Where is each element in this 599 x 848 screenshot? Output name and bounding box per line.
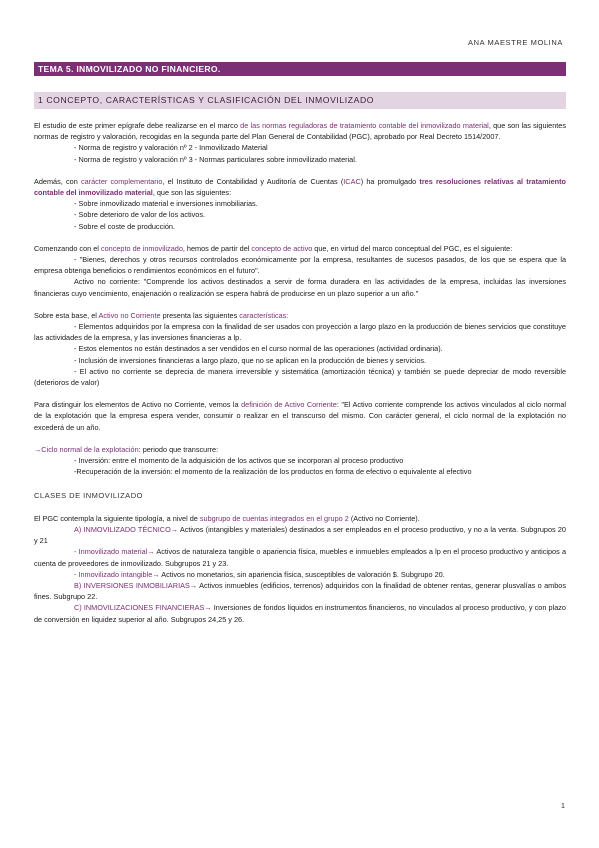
class-material-item: - Inmovilizado material→ Activos de naturaleza tangible o apariencia física, muebles e inmuebles empleados a lp en el proceso productivo y anticipos a cuenta de proveedores de inmovilizado. Subgrupos 21 y 23.: [34, 547, 566, 568]
list-item: -Recuperación de la inversión: el momento de la realización de los productos en forma de efectivo o equivalente al efectivo: [74, 467, 472, 477]
list-item: - Inversión: entre el momento de la adquisición de los activos que se incorporan al proceso productivo: [74, 456, 404, 466]
paragraph-current-asset: Para distinguir los elementos de Activo no Corriente, vemos la definición de Activo Corriente: "El Activo corriente comprende los activos vinculados al ciclo normal de la explotación que la empresa espera vender, consumir o realizar en el transcurso del mismo. Con carácter general, el ciclo normal de la explotación no excederá de un año.: [34, 400, 566, 432]
list-item: - Norma de registro y valoración nº 3 - Normas particulares sobre inmovilizado material.: [74, 154, 357, 164]
paragraph-concept: Comenzando con el concepto de inmovilizado, hemos de partir del concepto de activo que, en virtud del marco conceptual del PGC, es el siguiente:: [34, 243, 513, 253]
page-number: 1: [560, 801, 565, 810]
paragraph-icac: Además, con carácter complementario, el Instituto de Contabilidad y Auditoría de Cuentas (ICAC) ha promulgado tres resoluciones relativas al tratamiento contable del inmovilizado material, que son las siguientes:: [34, 176, 566, 198]
header-author: ANA MAESTRE MOLINA: [468, 38, 563, 47]
class-c-item: C) INMOVILIZACIONES FINANCIERAS→ Inversiones de fondos líquidos en instrumentos financieros, no vinculados al proceso productivo, y con plazo de conversión en liquidez superior al año. Subgrupos 24,25 y 26.: [34, 603, 566, 624]
paragraph-classes: El PGC contempla la siguiente tipología, a nivel de subgrupo de cuentas integrados en el grupo 2 (Activo no Corriente).: [34, 513, 420, 523]
list-item: - Sobre deterioro de valor de los activos.: [74, 210, 206, 220]
class-b-item: B) INVERSIONES INMOBILIARIAS→ Activos inmuebles (edificios, terrenos) adquiridos con la finalidad de obtener rentas, generar plusvalías o ambos fines. Subgrupo 22.: [34, 580, 566, 602]
list-item: - Inclusión de inversiones financieras a largo plazo, que no se aplican en la producción de bienes y servicios.: [74, 355, 427, 365]
paragraph-cycle: →Ciclo normal de la explotación: periodo que transcurre:: [34, 444, 219, 454]
arrow-icon: →: [34, 444, 42, 454]
list-item: - Elementos adquiridos por la empresa con la finalidad de ser usados con proyección a largo plazo en la producción de bienes servicios que constituye las actividades de la empresa, y las inversiones financieras a lp.: [34, 322, 566, 343]
asset-definition-quote: - "Bienes, derechos y otros recursos controlados económicamente por la empresa, resultantes de sucesos pasados, de los que se espera que la empresa obtenga beneficios o rendimientos económicos en el futuro".: [34, 255, 566, 276]
list-item: - El activo no corriente se deprecia de manera irreversible y sistemática (amortización técnica) y también se puede depreciar de modo reversible (deterioros de valor): [34, 366, 566, 388]
list-item: - Sobre el coste de producción.: [74, 221, 175, 231]
class-intangible-item: - Inmovilizado intangible→ Activos no monetarios, sin apariencia física, susceptibles de valoración $. Subgrupo 20.: [74, 569, 445, 579]
noncurrent-asset-definition: Activo no corriente: "Comprende los activos destinados a servir de forma duradera en las actividades de la empresa, incluidas las inversiones financieras cuyo vencimiento, enajenación o realización se espera habrá de producirse en un plazo superior a un año.": [34, 277, 566, 298]
subheading-classes: CLASES DE INMOVILIZADO: [34, 491, 143, 501]
section-heading: 1 CONCEPTO, CARACTERÍSTICAS Y CLASIFICACIÓN DEL INMOVILIZADO: [34, 92, 566, 109]
list-item: - Estos elementos no están destinados a ser vendidos en el curso normal de las operaciones (actividad ordinaria).: [74, 344, 443, 354]
list-item: - Norma de registro y valoración nº 2 - Inmovilizado Material: [74, 143, 268, 153]
paragraph-intro: El estudio de este primer epígrafe debe realizarse en el marco de las normas reguladoras de tratamiento contable del inmovilizado material, que son las siguientes normas de registro y valoración, recogidas en la segunda parte del Plan General de Contabilidad (PGC), aprobado por Real Decreto 1514/2007.: [34, 121, 566, 142]
paragraph-characteristics: Sobre esta base, el Activo no Corriente presenta las siguientes características:: [34, 310, 289, 320]
page-body: [34, 120, 566, 625]
chapter-title: TEMA 5. INMOVILIZADO NO FINANCIERO.: [34, 62, 566, 76]
list-item: - Sobre inmovilizado material e inversiones inmobiliarias.: [74, 199, 258, 209]
class-a-item: A) INMOVILIZADO TÉCNICO→ Activos (intangibles y materiales) destinados a ser empleados en el proceso productivo, y no a la venta. Subgrupos 20 y 21: [34, 524, 566, 546]
